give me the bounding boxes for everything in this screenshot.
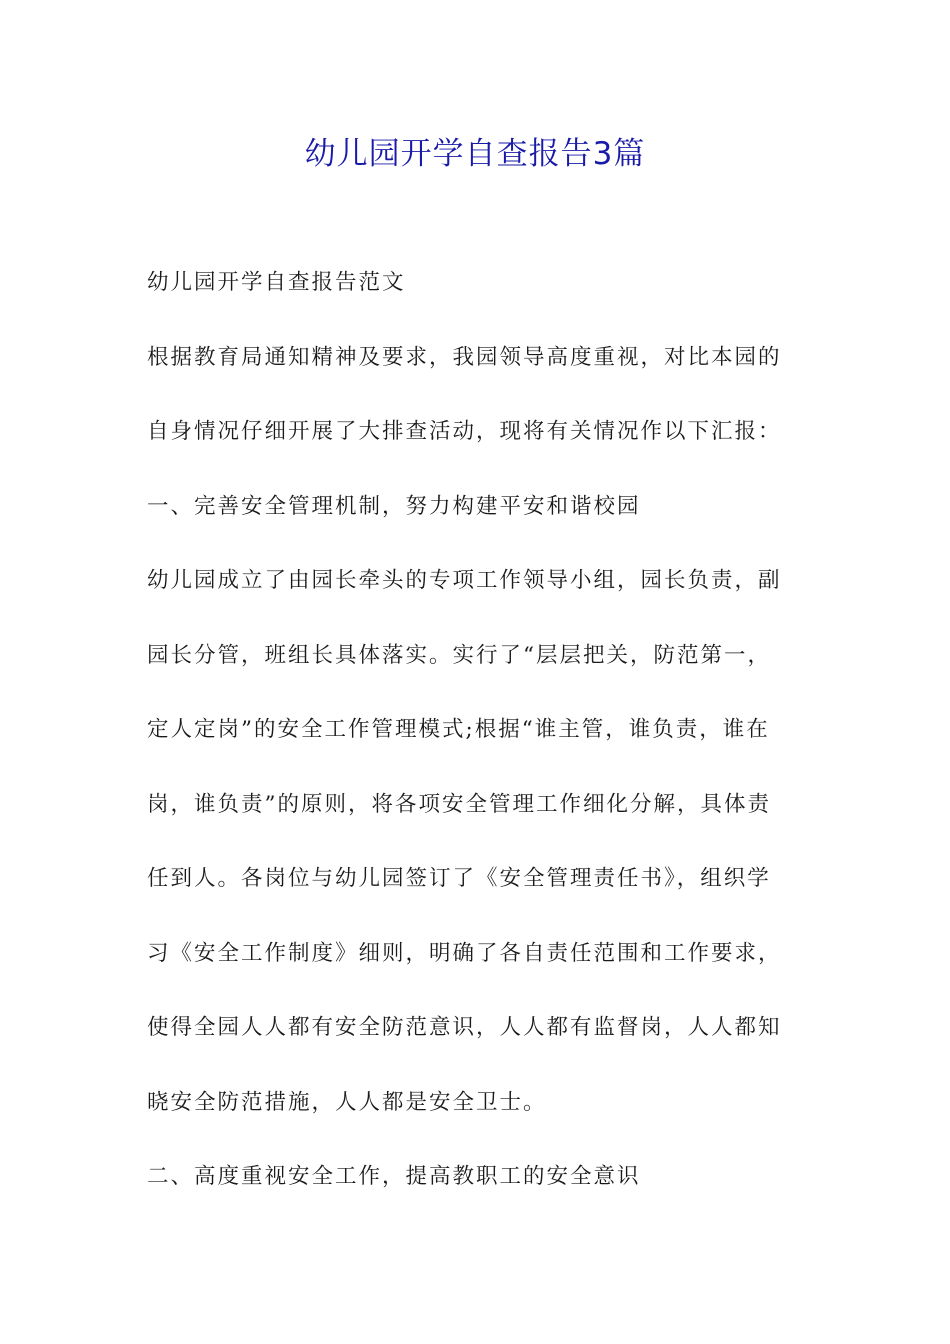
section-heading: 一、完善安全管理机制，努力构建平安和谐校园	[147, 493, 641, 519]
document-title: 幼儿园开学自查报告3篇	[304, 136, 646, 172]
document-body	[147, 264, 807, 1233]
paragraph-line: 晓安全防范措施，人人都是安全卫士。	[147, 1089, 547, 1115]
paragraph-line: 使得全园人人都有安全防范意识，人人都有监督岗，人人都知	[147, 1015, 782, 1040]
section-heading: 幼儿园开学自查报告范文	[147, 270, 406, 295]
paragraph-line: 园长分管，班组长具体落实。实行了“层层把关，防范第一，	[147, 642, 771, 668]
paragraph-line: 自身情况仔细开展了大排查活动，现将有关情况作以下汇报：	[147, 419, 782, 444]
paragraph-line: 定人定岗”的安全工作管理模式;根据“谁主管，谁负责，谁在	[147, 717, 770, 742]
paragraph-line: 根据教育局通知精神及要求，我园领导高度重视，对比本园的	[147, 344, 782, 370]
paragraph-line: 岗，谁负责”的原则，将各项安全管理工作细化分解，具体责	[147, 791, 771, 817]
paragraph-line: 习《安全工作制度》细则，明确了各自责任范围和工作要求，	[147, 940, 782, 966]
section-heading: 二、高度重视安全工作，提高教职工的安全意识	[147, 1164, 641, 1189]
paragraph-line: 幼儿园成立了由园长牵头的专项工作领导小组，园长负责，副	[147, 568, 782, 593]
paragraph-line: 任到人。各岗位与幼儿园签订了《安全管理责任书》，组织学	[147, 866, 771, 891]
